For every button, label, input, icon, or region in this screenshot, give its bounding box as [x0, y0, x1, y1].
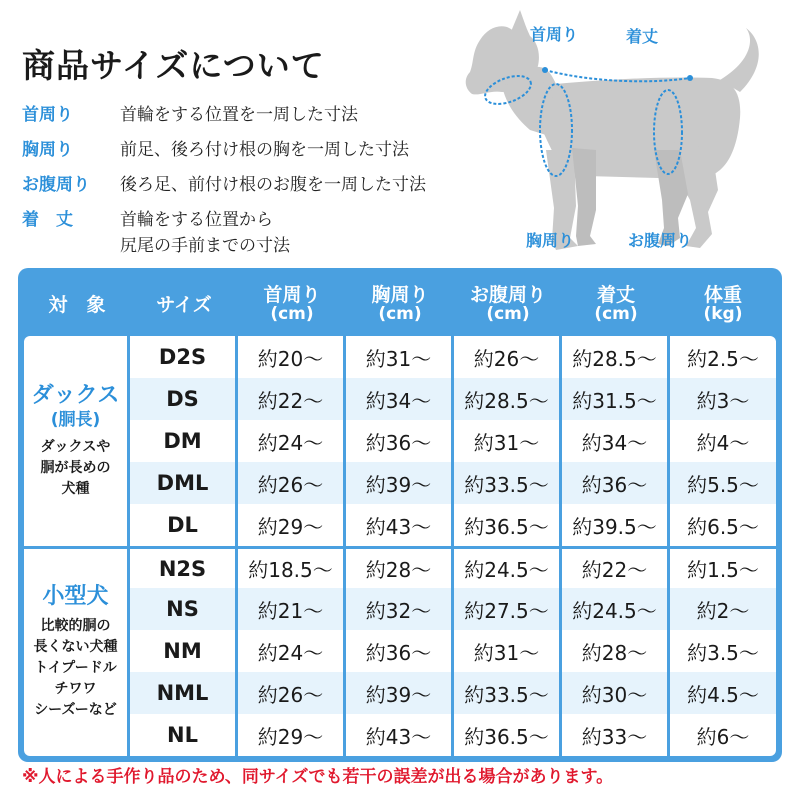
chest-cell: 約43～	[346, 714, 454, 756]
length-cell: 約28～	[562, 630, 670, 672]
neck-cell: 約24～	[238, 630, 346, 672]
length-cell: 約39.5～	[562, 504, 670, 546]
definition-desc: 前足、後ろ付け根の胸を一周した寸法	[120, 140, 409, 160]
length-cell: 約31.5～	[562, 378, 670, 420]
definition-term: 首周り	[22, 105, 73, 125]
definition-term: 着 丈	[22, 210, 73, 230]
header-belly	[454, 274, 562, 336]
neck-cell: 約18.5～	[238, 546, 346, 588]
neck-cell: 約26～	[238, 672, 346, 714]
chest-cell: 約39～	[346, 672, 454, 714]
table-row	[24, 462, 776, 504]
header-unit: (cm)	[378, 304, 422, 324]
table-row	[24, 378, 776, 420]
definition-term: 胸周り	[22, 140, 73, 160]
header-length	[562, 274, 670, 336]
chest-cell: 約32～	[346, 588, 454, 630]
size-cell: DS	[130, 378, 238, 420]
weight-cell: 約6～	[670, 714, 776, 756]
definition-desc-line1: 首輪をする位置から	[120, 210, 273, 230]
table-row	[24, 630, 776, 672]
size-cell: DM	[130, 420, 238, 462]
weight-cell: 約4.5～	[670, 672, 776, 714]
length-cell: 約28.5～	[562, 336, 670, 378]
length-cell: 約22～	[562, 546, 670, 588]
weight-cell: 約5.5～	[670, 462, 776, 504]
category-note-line: 長くない犬種	[33, 639, 118, 655]
definition-chest	[22, 139, 502, 174]
category-note-line: トイプードル	[34, 660, 117, 676]
size-cell: N2S	[130, 546, 238, 588]
length-cell: 約33～	[562, 714, 670, 756]
length-cell: 約24.5～	[562, 588, 670, 630]
chest-cell: 約36～	[346, 630, 454, 672]
belly-cell: 約31～	[454, 420, 562, 462]
belly-cell: 約28.5～	[454, 378, 562, 420]
weight-cell: 約2～	[670, 588, 776, 630]
length-cell: 約34～	[562, 420, 670, 462]
page-title: 商品サイズについて	[22, 46, 325, 85]
header-unit: (kg)	[703, 304, 743, 324]
definition-neck	[22, 104, 502, 139]
chest-cell: 約43～	[346, 504, 454, 546]
dog-silhouette-icon	[450, 0, 800, 268]
header-belly-label: お腹周り	[469, 284, 546, 306]
table-row	[24, 588, 776, 630]
table-row	[24, 672, 776, 714]
definition-desc: 後ろ足、前付け根のお腹を一周した寸法	[120, 175, 426, 195]
category-note-line: 比較的胴の	[40, 618, 111, 634]
header-weight	[670, 274, 776, 336]
neck-cell: 約20～	[238, 336, 346, 378]
diagram-label-chest: 胸周り	[526, 231, 575, 250]
chest-cell: 約39～	[346, 462, 454, 504]
chest-cell: 約34～	[346, 378, 454, 420]
belly-cell: 約33.5～	[454, 462, 562, 504]
chest-cell: 約36～	[346, 420, 454, 462]
table-row	[24, 420, 776, 462]
neck-cell: 約21～	[238, 588, 346, 630]
belly-cell: 約27.5～	[454, 588, 562, 630]
size-cell: NM	[130, 630, 238, 672]
size-cell: NL	[130, 714, 238, 756]
belly-cell: 約36.5～	[454, 714, 562, 756]
belly-cell: 約36.5～	[454, 504, 562, 546]
chest-cell: 約31～	[346, 336, 454, 378]
diagram-label-neck: 首周り	[530, 25, 579, 44]
header-chest-label: 胸周り	[371, 284, 429, 306]
category-note-line: 犬種	[61, 480, 90, 497]
category-cell-dachshund	[24, 336, 130, 546]
table-row	[24, 504, 776, 546]
category-name: 小型犬	[42, 584, 109, 609]
weight-cell: 約6.5～	[670, 504, 776, 546]
belly-cell: 約26～	[454, 336, 562, 378]
header-length-label: 着丈	[596, 284, 635, 306]
measurement-definitions	[22, 104, 502, 256]
neck-cell: 約22～	[238, 378, 346, 420]
table-header-row	[24, 274, 776, 336]
header-neck	[238, 274, 346, 336]
definition-desc	[120, 209, 290, 257]
table-row	[24, 546, 776, 588]
category-note-line: チワワ	[54, 681, 97, 697]
size-cell: DL	[130, 504, 238, 546]
weight-cell: 約3.5～	[670, 630, 776, 672]
weight-cell: 約3～	[670, 378, 776, 420]
neck-cell: 約26～	[238, 462, 346, 504]
definition-desc-line2: 尻尾の手前までの寸法	[120, 236, 290, 256]
weight-cell: 約2.5～	[670, 336, 776, 378]
size-cell: DML	[130, 462, 238, 504]
table-row	[24, 714, 776, 756]
table-row	[24, 336, 776, 378]
definition-belly	[22, 174, 502, 209]
neck-cell: 約24～	[238, 420, 346, 462]
header-size: サイズ	[156, 293, 212, 316]
header-neck-label: 首周り	[263, 284, 321, 306]
length-cell: 約30～	[562, 672, 670, 714]
size-cell: NS	[130, 588, 238, 630]
header-unit: (cm)	[486, 304, 530, 324]
definition-term: お腹周り	[22, 175, 90, 195]
belly-cell: 約24.5～	[454, 546, 562, 588]
header-target: 対 象	[48, 293, 106, 316]
header-unit: (cm)	[270, 304, 314, 324]
category-note-line: 胴が長めの	[40, 459, 111, 476]
neck-cell: 約29～	[238, 504, 346, 546]
header-chest	[346, 274, 454, 336]
size-cell: NML	[130, 672, 238, 714]
diagram-label-belly: お腹周り	[628, 231, 693, 250]
belly-cell: 約31～	[454, 630, 562, 672]
weight-cell: 約4～	[670, 420, 776, 462]
length-cell: 約36～	[562, 462, 670, 504]
definition-desc: 首輪をする位置を一周した寸法	[120, 105, 358, 125]
category-note-line: シーズーなど	[34, 702, 117, 718]
header-unit: (cm)	[594, 304, 638, 324]
footnote: ※人による手作り品のため、同サイズでも若干の誤差が出る場合があります。	[22, 767, 614, 787]
category-cell-small-dog	[24, 546, 130, 756]
weight-cell: 約1.5～	[670, 546, 776, 588]
category-note-line: ダックスや	[40, 438, 111, 455]
belly-cell: 約33.5～	[454, 672, 562, 714]
category-sub: (胴長)	[50, 409, 101, 430]
size-table-grid	[24, 274, 776, 756]
neck-cell: 約29～	[238, 714, 346, 756]
chest-cell: 約28～	[346, 546, 454, 588]
dog-diagram	[450, 0, 800, 268]
size-table	[18, 268, 782, 762]
size-cell: D2S	[130, 336, 238, 378]
definition-length	[22, 209, 502, 256]
diagram-label-length: 着丈	[626, 27, 659, 46]
category-name: ダックス	[31, 382, 120, 408]
header-weight-label: 体重	[703, 284, 742, 306]
